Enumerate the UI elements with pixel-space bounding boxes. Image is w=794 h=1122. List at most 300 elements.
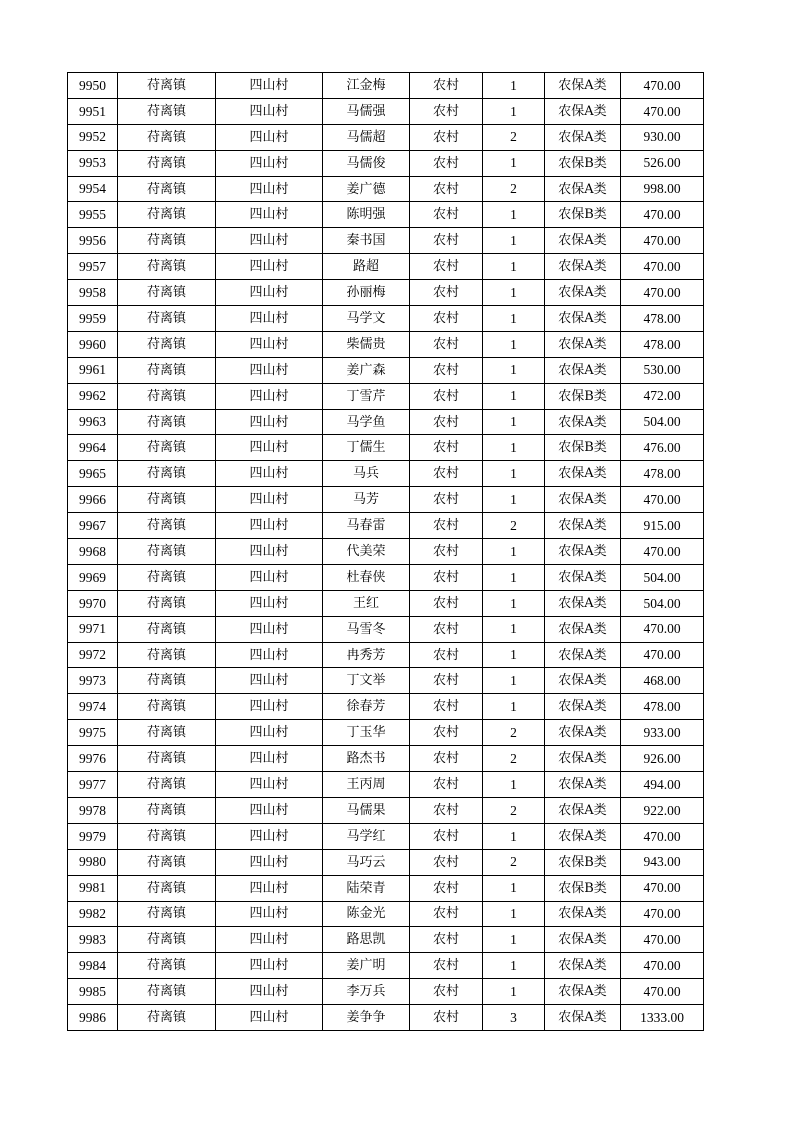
village-cell: 四山村: [216, 953, 323, 979]
amount-cell: 470.00: [621, 901, 704, 927]
table-row: [68, 539, 704, 565]
member-count-cell: 1: [483, 668, 545, 694]
record-number-cell: 9970: [68, 590, 118, 616]
village-cell: 四山村: [216, 254, 323, 280]
amount-cell: 930.00: [621, 124, 704, 150]
amount-cell: 472.00: [621, 383, 704, 409]
town-cell: 苻离镇: [118, 306, 216, 332]
village-cell: 四山村: [216, 979, 323, 1005]
record-number-cell: 9965: [68, 461, 118, 487]
insurance-category-cell: 农保A类: [545, 901, 621, 927]
person-name-cell: 路杰书: [323, 746, 410, 772]
household-type-cell: 农村: [410, 875, 483, 901]
member-count-cell: 2: [483, 513, 545, 539]
household-type-cell: 农村: [410, 901, 483, 927]
town-cell: 苻离镇: [118, 254, 216, 280]
insurance-category-cell: 农保A类: [545, 668, 621, 694]
village-cell: 四山村: [216, 590, 323, 616]
household-type-cell: 农村: [410, 564, 483, 590]
amount-cell: 470.00: [621, 616, 704, 642]
amount-cell: 470.00: [621, 73, 704, 99]
table-row: [68, 280, 704, 306]
household-type-cell: 农村: [410, 357, 483, 383]
member-count-cell: 1: [483, 694, 545, 720]
table-row: [68, 772, 704, 798]
record-number-cell: 9962: [68, 383, 118, 409]
table-row: [68, 73, 704, 99]
table-row: [68, 306, 704, 332]
record-number-cell: 9954: [68, 176, 118, 202]
table-row: [68, 254, 704, 280]
town-cell: 苻离镇: [118, 435, 216, 461]
amount-cell: 526.00: [621, 150, 704, 176]
record-number-cell: 9964: [68, 435, 118, 461]
village-cell: 四山村: [216, 202, 323, 228]
household-type-cell: 农村: [410, 927, 483, 953]
town-cell: 苻离镇: [118, 1005, 216, 1031]
member-count-cell: 1: [483, 823, 545, 849]
village-cell: 四山村: [216, 720, 323, 746]
person-name-cell: 马儒俊: [323, 150, 410, 176]
member-count-cell: 1: [483, 98, 545, 124]
member-count-cell: 1: [483, 357, 545, 383]
household-type-cell: 农村: [410, 823, 483, 849]
amount-cell: 504.00: [621, 564, 704, 590]
table-row: [68, 720, 704, 746]
town-cell: 苻离镇: [118, 772, 216, 798]
record-number-cell: 9977: [68, 772, 118, 798]
household-type-cell: 农村: [410, 461, 483, 487]
town-cell: 苻离镇: [118, 513, 216, 539]
village-cell: 四山村: [216, 357, 323, 383]
person-name-cell: 徐春芳: [323, 694, 410, 720]
amount-cell: 470.00: [621, 539, 704, 565]
household-type-cell: 农村: [410, 306, 483, 332]
record-number-cell: 9951: [68, 98, 118, 124]
amount-cell: 470.00: [621, 98, 704, 124]
person-name-cell: 马芳: [323, 487, 410, 513]
village-cell: 四山村: [216, 746, 323, 772]
town-cell: 苻离镇: [118, 409, 216, 435]
town-cell: 苻离镇: [118, 849, 216, 875]
amount-cell: 926.00: [621, 746, 704, 772]
person-name-cell: 丁儒生: [323, 435, 410, 461]
insurance-category-cell: 农保A类: [545, 176, 621, 202]
amount-cell: 478.00: [621, 331, 704, 357]
insurance-category-cell: 农保A类: [545, 280, 621, 306]
record-number-cell: 9966: [68, 487, 118, 513]
town-cell: 苻离镇: [118, 668, 216, 694]
village-cell: 四山村: [216, 564, 323, 590]
member-count-cell: 1: [483, 875, 545, 901]
record-number-cell: 9961: [68, 357, 118, 383]
amount-cell: 470.00: [621, 875, 704, 901]
record-number-cell: 9969: [68, 564, 118, 590]
member-count-cell: 1: [483, 73, 545, 99]
household-type-cell: 农村: [410, 539, 483, 565]
town-cell: 苻离镇: [118, 797, 216, 823]
insurance-category-cell: 农保B类: [545, 849, 621, 875]
member-count-cell: 1: [483, 435, 545, 461]
person-name-cell: 杜春侠: [323, 564, 410, 590]
village-cell: 四山村: [216, 150, 323, 176]
town-cell: 苻离镇: [118, 124, 216, 150]
record-number-cell: 9958: [68, 280, 118, 306]
insurance-category-cell: 农保A类: [545, 461, 621, 487]
record-number-cell: 9980: [68, 849, 118, 875]
village-cell: 四山村: [216, 435, 323, 461]
insurance-category-cell: 农保A类: [545, 979, 621, 1005]
insurance-category-cell: 农保A类: [545, 1005, 621, 1031]
person-name-cell: 马学文: [323, 306, 410, 332]
person-name-cell: 姜广德: [323, 176, 410, 202]
member-count-cell: 1: [483, 564, 545, 590]
member-count-cell: 1: [483, 487, 545, 513]
table-row: [68, 616, 704, 642]
amount-cell: 470.00: [621, 642, 704, 668]
record-number-cell: 9978: [68, 797, 118, 823]
record-number-cell: 9976: [68, 746, 118, 772]
person-name-cell: 马儒超: [323, 124, 410, 150]
table-row: [68, 176, 704, 202]
household-type-cell: 农村: [410, 435, 483, 461]
table-row: [68, 590, 704, 616]
amount-cell: 478.00: [621, 306, 704, 332]
insurance-category-cell: 农保B类: [545, 150, 621, 176]
amount-cell: 478.00: [621, 461, 704, 487]
record-number-cell: 9986: [68, 1005, 118, 1031]
person-name-cell: 冉秀芳: [323, 642, 410, 668]
record-number-cell: 9979: [68, 823, 118, 849]
insurance-category-cell: 农保A类: [545, 539, 621, 565]
amount-cell: 998.00: [621, 176, 704, 202]
town-cell: 苻离镇: [118, 590, 216, 616]
member-count-cell: 1: [483, 331, 545, 357]
member-count-cell: 1: [483, 383, 545, 409]
beneficiary-table: [67, 72, 704, 1031]
amount-cell: 470.00: [621, 953, 704, 979]
amount-cell: 494.00: [621, 772, 704, 798]
member-count-cell: 1: [483, 280, 545, 306]
record-number-cell: 9982: [68, 901, 118, 927]
insurance-category-cell: 农保A类: [545, 254, 621, 280]
household-type-cell: 农村: [410, 720, 483, 746]
town-cell: 苻离镇: [118, 616, 216, 642]
table-row: [68, 435, 704, 461]
town-cell: 苻离镇: [118, 953, 216, 979]
amount-cell: 1333.00: [621, 1005, 704, 1031]
amount-cell: 915.00: [621, 513, 704, 539]
person-name-cell: 丁雪芹: [323, 383, 410, 409]
household-type-cell: 农村: [410, 280, 483, 306]
town-cell: 苻离镇: [118, 564, 216, 590]
town-cell: 苻离镇: [118, 642, 216, 668]
town-cell: 苻离镇: [118, 73, 216, 99]
household-type-cell: 农村: [410, 331, 483, 357]
person-name-cell: 孙丽梅: [323, 280, 410, 306]
person-name-cell: 马学鱼: [323, 409, 410, 435]
insurance-category-cell: 农保A类: [545, 228, 621, 254]
record-number-cell: 9981: [68, 875, 118, 901]
record-number-cell: 9974: [68, 694, 118, 720]
village-cell: 四山村: [216, 539, 323, 565]
household-type-cell: 农村: [410, 616, 483, 642]
insurance-category-cell: 农保A类: [545, 124, 621, 150]
town-cell: 苻离镇: [118, 461, 216, 487]
table-row: [68, 746, 704, 772]
insurance-category-cell: 农保A类: [545, 513, 621, 539]
record-number-cell: 9983: [68, 927, 118, 953]
amount-cell: 933.00: [621, 720, 704, 746]
record-number-cell: 9959: [68, 306, 118, 332]
town-cell: 苻离镇: [118, 901, 216, 927]
table-row: [68, 98, 704, 124]
table-row: [68, 150, 704, 176]
member-count-cell: 1: [483, 979, 545, 1005]
village-cell: 四山村: [216, 487, 323, 513]
record-number-cell: 9972: [68, 642, 118, 668]
town-cell: 苻离镇: [118, 176, 216, 202]
person-name-cell: 秦书国: [323, 228, 410, 254]
person-name-cell: 王丙周: [323, 772, 410, 798]
town-cell: 苻离镇: [118, 927, 216, 953]
person-name-cell: 马兵: [323, 461, 410, 487]
record-number-cell: 9968: [68, 539, 118, 565]
insurance-category-cell: 农保A类: [545, 590, 621, 616]
person-name-cell: 路思凯: [323, 927, 410, 953]
insurance-category-cell: 农保A类: [545, 953, 621, 979]
record-number-cell: 9953: [68, 150, 118, 176]
village-cell: 四山村: [216, 1005, 323, 1031]
household-type-cell: 农村: [410, 694, 483, 720]
amount-cell: 470.00: [621, 979, 704, 1005]
village-cell: 四山村: [216, 694, 323, 720]
household-type-cell: 农村: [410, 772, 483, 798]
village-cell: 四山村: [216, 849, 323, 875]
insurance-category-cell: 农保A类: [545, 564, 621, 590]
household-type-cell: 农村: [410, 124, 483, 150]
town-cell: 苻离镇: [118, 539, 216, 565]
village-cell: 四山村: [216, 513, 323, 539]
insurance-category-cell: 农保A类: [545, 616, 621, 642]
member-count-cell: 2: [483, 746, 545, 772]
person-name-cell: 王红: [323, 590, 410, 616]
member-count-cell: 1: [483, 228, 545, 254]
table-row: [68, 331, 704, 357]
person-name-cell: 姜争争: [323, 1005, 410, 1031]
town-cell: 苻离镇: [118, 331, 216, 357]
amount-cell: 943.00: [621, 849, 704, 875]
town-cell: 苻离镇: [118, 720, 216, 746]
table-row: [68, 823, 704, 849]
person-name-cell: 路超: [323, 254, 410, 280]
member-count-cell: 1: [483, 772, 545, 798]
town-cell: 苻离镇: [118, 875, 216, 901]
record-number-cell: 9950: [68, 73, 118, 99]
town-cell: 苻离镇: [118, 487, 216, 513]
insurance-category-cell: 农保A类: [545, 642, 621, 668]
insurance-category-cell: 农保A类: [545, 357, 621, 383]
table-row: [68, 694, 704, 720]
record-number-cell: 9952: [68, 124, 118, 150]
household-type-cell: 农村: [410, 513, 483, 539]
member-count-cell: 3: [483, 1005, 545, 1031]
village-cell: 四山村: [216, 797, 323, 823]
member-count-cell: 1: [483, 642, 545, 668]
household-type-cell: 农村: [410, 98, 483, 124]
village-cell: 四山村: [216, 823, 323, 849]
member-count-cell: 1: [483, 590, 545, 616]
village-cell: 四山村: [216, 409, 323, 435]
village-cell: 四山村: [216, 772, 323, 798]
town-cell: 苻离镇: [118, 98, 216, 124]
town-cell: 苻离镇: [118, 979, 216, 1005]
insurance-category-cell: 农保A类: [545, 927, 621, 953]
person-name-cell: 陆荣青: [323, 875, 410, 901]
insurance-category-cell: 农保A类: [545, 720, 621, 746]
member-count-cell: 1: [483, 202, 545, 228]
table-row: [68, 564, 704, 590]
town-cell: 苻离镇: [118, 746, 216, 772]
insurance-category-cell: 农保B类: [545, 383, 621, 409]
member-count-cell: 2: [483, 720, 545, 746]
person-name-cell: 江金梅: [323, 73, 410, 99]
member-count-cell: 1: [483, 254, 545, 280]
insurance-category-cell: 农保B类: [545, 435, 621, 461]
village-cell: 四山村: [216, 927, 323, 953]
amount-cell: 470.00: [621, 254, 704, 280]
member-count-cell: 1: [483, 306, 545, 332]
insurance-category-cell: 农保A类: [545, 746, 621, 772]
household-type-cell: 农村: [410, 409, 483, 435]
person-name-cell: 马雪冬: [323, 616, 410, 642]
person-name-cell: 李万兵: [323, 979, 410, 1005]
member-count-cell: 2: [483, 176, 545, 202]
town-cell: 苻离镇: [118, 823, 216, 849]
village-cell: 四山村: [216, 228, 323, 254]
amount-cell: 470.00: [621, 280, 704, 306]
person-name-cell: 马儒果: [323, 797, 410, 823]
table-body: [68, 73, 704, 1031]
table-row: [68, 383, 704, 409]
person-name-cell: 马儒强: [323, 98, 410, 124]
town-cell: 苻离镇: [118, 150, 216, 176]
member-count-cell: 1: [483, 901, 545, 927]
table-row: [68, 642, 704, 668]
amount-cell: 470.00: [621, 927, 704, 953]
record-number-cell: 9956: [68, 228, 118, 254]
insurance-category-cell: 农保A类: [545, 694, 621, 720]
village-cell: 四山村: [216, 668, 323, 694]
household-type-cell: 农村: [410, 487, 483, 513]
village-cell: 四山村: [216, 616, 323, 642]
table-row: [68, 202, 704, 228]
village-cell: 四山村: [216, 642, 323, 668]
person-name-cell: 代美荣: [323, 539, 410, 565]
village-cell: 四山村: [216, 331, 323, 357]
insurance-category-cell: 农保A类: [545, 98, 621, 124]
household-type-cell: 农村: [410, 746, 483, 772]
record-number-cell: 9967: [68, 513, 118, 539]
household-type-cell: 农村: [410, 228, 483, 254]
household-type-cell: 农村: [410, 953, 483, 979]
household-type-cell: 农村: [410, 254, 483, 280]
person-name-cell: 马学红: [323, 823, 410, 849]
household-type-cell: 农村: [410, 668, 483, 694]
table-row: [68, 927, 704, 953]
person-name-cell: 马春雷: [323, 513, 410, 539]
town-cell: 苻离镇: [118, 383, 216, 409]
amount-cell: 504.00: [621, 409, 704, 435]
record-number-cell: 9957: [68, 254, 118, 280]
record-number-cell: 9971: [68, 616, 118, 642]
village-cell: 四山村: [216, 461, 323, 487]
household-type-cell: 农村: [410, 797, 483, 823]
table-row: [68, 409, 704, 435]
table-row: [68, 901, 704, 927]
person-name-cell: 陈明强: [323, 202, 410, 228]
household-type-cell: 农村: [410, 642, 483, 668]
insurance-category-cell: 农保B类: [545, 202, 621, 228]
household-type-cell: 农村: [410, 176, 483, 202]
table-row: [68, 487, 704, 513]
village-cell: 四山村: [216, 73, 323, 99]
household-type-cell: 农村: [410, 590, 483, 616]
member-count-cell: 1: [483, 539, 545, 565]
record-number-cell: 9985: [68, 979, 118, 1005]
person-name-cell: 丁文举: [323, 668, 410, 694]
table-row: [68, 357, 704, 383]
record-number-cell: 9973: [68, 668, 118, 694]
insurance-category-cell: 农保A类: [545, 797, 621, 823]
table-row: [68, 797, 704, 823]
village-cell: 四山村: [216, 901, 323, 927]
member-count-cell: 2: [483, 849, 545, 875]
table-row: [68, 849, 704, 875]
member-count-cell: 2: [483, 124, 545, 150]
village-cell: 四山村: [216, 124, 323, 150]
household-type-cell: 农村: [410, 1005, 483, 1031]
insurance-category-cell: 农保A类: [545, 409, 621, 435]
record-number-cell: 9984: [68, 953, 118, 979]
insurance-category-cell: 农保A类: [545, 331, 621, 357]
person-name-cell: 姜广森: [323, 357, 410, 383]
amount-cell: 478.00: [621, 694, 704, 720]
record-number-cell: 9955: [68, 202, 118, 228]
person-name-cell: 丁玉华: [323, 720, 410, 746]
record-number-cell: 9963: [68, 409, 118, 435]
insurance-category-cell: 农保B类: [545, 875, 621, 901]
insurance-category-cell: 农保A类: [545, 772, 621, 798]
member-count-cell: 1: [483, 953, 545, 979]
town-cell: 苻离镇: [118, 228, 216, 254]
table-row: [68, 668, 704, 694]
amount-cell: 530.00: [621, 357, 704, 383]
table-row: [68, 461, 704, 487]
table-row: [68, 1005, 704, 1031]
insurance-category-cell: 农保A类: [545, 823, 621, 849]
member-count-cell: 2: [483, 797, 545, 823]
person-name-cell: 马巧云: [323, 849, 410, 875]
household-type-cell: 农村: [410, 849, 483, 875]
record-number-cell: 9960: [68, 331, 118, 357]
town-cell: 苻离镇: [118, 694, 216, 720]
amount-cell: 922.00: [621, 797, 704, 823]
member-count-cell: 1: [483, 616, 545, 642]
amount-cell: 470.00: [621, 487, 704, 513]
household-type-cell: 农村: [410, 383, 483, 409]
amount-cell: 476.00: [621, 435, 704, 461]
